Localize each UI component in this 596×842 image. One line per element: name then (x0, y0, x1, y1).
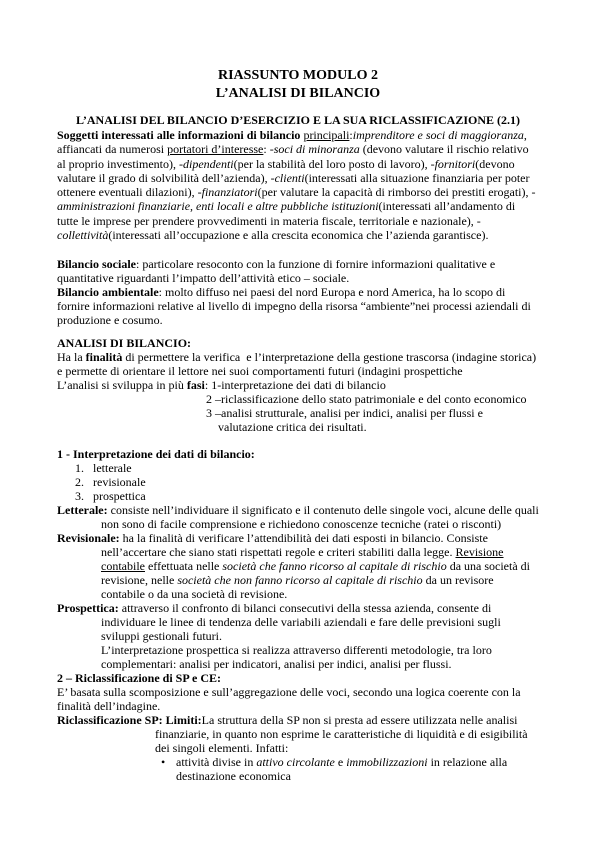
paragraph-line (57, 185, 577, 199)
paragraph-line (57, 313, 577, 327)
text-run: e permette di orientare il lettore nei suoi comportamenti futuri (indagini prospettiche (57, 364, 463, 378)
text-run: La struttura della SP non si presta ad essere utilizzata nelle analisi (201, 713, 518, 727)
text-run: attraverso il confronto di bilanci consecutivi della stessa azienda, consente di (118, 601, 492, 615)
list-item (57, 489, 577, 503)
italic-text: attivo circolante (256, 755, 335, 769)
text-run: : (349, 128, 353, 142)
underlined-term: contabile (101, 559, 145, 573)
list-number: 1. (75, 461, 84, 475)
paragraph-line (57, 350, 577, 364)
paragraph-bilanci (57, 257, 577, 327)
paragraph-line (57, 285, 577, 299)
list-item (57, 475, 577, 489)
text-run: valutazione critica dei risultati. (218, 420, 367, 434)
bold-term: fasi (186, 378, 205, 392)
text-run: 1 - Interpretazione dei dati di bilancio: (57, 447, 255, 461)
paragraph-line (57, 171, 577, 185)
text-run: finalità dell’indagine. (57, 699, 161, 713)
paragraph-line (57, 364, 577, 378)
text-run: effettuata nelle (144, 559, 223, 573)
text-run: E’ basata sulla scomposizione e sull’aggregazione delle voci, secondo una logica coerente con la (57, 685, 521, 699)
text-run: contabile o da una società di revisione. (101, 587, 288, 601)
paragraph-line (57, 503, 577, 517)
text-run: (devono (475, 156, 515, 171)
paragraph-line (57, 573, 577, 587)
text-run: complementari: analisi per indicatori, analisi per indici, analisi per flussi. (101, 657, 452, 671)
underlined-term: Revisione (455, 545, 504, 559)
bullet-item (57, 755, 577, 769)
section-heading: L’ANALISI DEL BILANCIO D’ESERCIZIO E LA SUA RICLASSIFICAZIONE (2.1) (75, 113, 520, 127)
list-number: 3. (75, 489, 84, 503)
phase-line (57, 392, 577, 406)
text-run: tutte le imprese per prendere provvedimenti in materia fiscale, territoriale e nazionale), - (57, 213, 481, 228)
text-run: al proprio investimento), (57, 156, 179, 171)
paragraph-line (57, 587, 577, 601)
text-run: : molto diffuso nei paesi del nord Europa e nord America, ha lo scopo di (158, 285, 506, 299)
document-subtitle: L’ANALISI DI BILANCIO (215, 86, 381, 101)
text-run: dei singoli elementi. Infatti: (155, 741, 289, 755)
italic-text: -clienti (270, 170, 305, 185)
paragraph-line (57, 629, 577, 643)
paragraph-line (57, 657, 577, 671)
text-run: in relazione alla (427, 755, 508, 769)
section-riclassificazione (57, 671, 577, 783)
italic-text: -finanziatori (197, 185, 258, 200)
paragraph-line (57, 615, 577, 629)
text-run: affiancati da numerosi (57, 142, 168, 157)
text-run: sviluppi gestionali futuri. (101, 629, 222, 643)
paragraph-line (57, 299, 577, 313)
text-run: L’analisi si sviluppa in più (57, 378, 187, 392)
text-run: destinazione economica (176, 769, 291, 783)
bullet-marker: • (161, 755, 166, 769)
italic-text: società che fanno ricorso al capitale di rischio (222, 559, 447, 573)
text-run: e (334, 755, 347, 769)
text-run: 2 – Riclassificazione di SP e CE: (57, 671, 221, 685)
paragraph-line (57, 228, 577, 242)
paragraph-soggetti (57, 128, 577, 242)
text-run: produzione e cosumo. (57, 313, 163, 327)
paragraph-analisi (57, 336, 577, 434)
paragraph-line (57, 199, 577, 213)
paragraph-line (57, 257, 577, 271)
paragraph-line (57, 643, 577, 657)
numbered-list (57, 461, 577, 503)
text-run: L’interpretazione prospettica si realizza attraverso differenti metodologie, tra loro (101, 643, 492, 657)
text-run: valutare il grado di solvibilità dell’azienda), (57, 170, 271, 185)
paragraph-line (57, 741, 577, 755)
paragraph-line (57, 157, 577, 171)
paragraph-line (57, 378, 577, 392)
subsection-heading (57, 336, 577, 350)
text-run: (interessati all’andamento di (378, 199, 516, 214)
paragraph-line (57, 517, 577, 531)
text-run: , (523, 128, 527, 142)
bullet-continuation (57, 769, 577, 783)
list-item (57, 461, 577, 475)
bold-term: Bilancio sociale (57, 257, 136, 271)
bold-term: Soggetti interessati alle informazioni di bilancio (57, 128, 301, 142)
text-run: (per valutare la capacità di rimborso dei prestiti erogati), - (257, 185, 536, 200)
italic-text: società che non fanno ricorso al capitale di rischio (177, 573, 423, 587)
list-label: revisionale (93, 475, 146, 489)
text-run: ottenere eventuali dilazioni), (57, 185, 198, 200)
paragraph-line (57, 271, 577, 285)
text-run: : (263, 142, 270, 157)
bold-term: Bilancio ambientale (57, 285, 159, 299)
text-run: Ha la (57, 350, 86, 364)
paragraph-line (57, 713, 577, 727)
text-run: non sono di facile comprensione e richiedono conoscenze tecniche (ratei o risconti) (101, 517, 502, 531)
text-run: (devono valutare il rischio relativo (359, 142, 529, 157)
list-number: 2. (75, 475, 84, 489)
underlined-term: principali (303, 128, 350, 142)
definition-letterale (57, 503, 577, 531)
document-title: RIASSUNTO MODULO 2 (218, 68, 378, 83)
phase-line (57, 406, 577, 420)
italic-text: -soci di minoranza (269, 142, 360, 157)
text-run: (interessati all’occupazione e alla crescita economica che l’azienda garantisce). (108, 228, 489, 243)
text-run: 3 –analisi strutturale, analisi per indici, analisi per flussi e (206, 406, 483, 420)
text-run: 2 –riclassificazione dello stato patrimoniale e del conto economico (206, 392, 527, 406)
subsection-heading (57, 447, 577, 461)
text-run: consiste nell’individuare il significato e il contenuto delle singole voci, alcune delle quali (107, 503, 539, 517)
paragraph-line (57, 685, 577, 699)
phase-line (57, 420, 577, 434)
paragraph-line (57, 214, 577, 228)
text-run: individuare le linee di tendenza delle variabili aziendali e fare delle previsioni sugli (101, 615, 501, 629)
underlined-term: portatori d’interesse (167, 142, 264, 157)
italic-text: -fornitori (430, 156, 476, 171)
paragraph-line (57, 531, 577, 545)
italic-text: immobilizzazioni (346, 755, 428, 769)
list-label: letterale (93, 461, 132, 475)
paragraph-line (57, 128, 577, 142)
text-run: (interessati alla situazione finanziaria per poter (304, 170, 530, 185)
paragraph-line (57, 601, 577, 615)
definition-revisionale (57, 531, 577, 601)
bold-term: Riclassificazione SP: Limiti: (57, 713, 202, 727)
subsection-heading (57, 671, 577, 685)
text-run: : particolare resoconto con la funzione di fornire informazioni qualitative e (136, 257, 496, 271)
paragraph-line (57, 545, 577, 559)
bold-term: Prospettica: (57, 601, 119, 615)
bold-term: finalità (85, 350, 123, 364)
paragraph-line (57, 727, 577, 741)
bold-term: Letterale: (57, 503, 108, 517)
bold-term: Revisionale: (57, 531, 120, 545)
text-run: di permettere la verifica e l’interpretazione della gestione trascorsa (indagine storica) (122, 350, 537, 364)
text-run: quantitative riguardanti l’impatto dell’attività etico – sociale. (57, 271, 350, 285)
italic-text: imprenditore e soci di maggioranza (352, 128, 524, 142)
text-run: : 1-interpretazione dei dati di bilancio (204, 378, 386, 392)
text-run: ANALISI DI BILANCIO: (57, 336, 192, 350)
text-run: attività divise in (176, 755, 257, 769)
text-run: nell’accertare che siano stati rispettati regole e criteri stabiliti dalla legge. (101, 545, 456, 559)
text-run: da un revisore (422, 573, 494, 587)
italic-text: collettività (57, 228, 109, 243)
text-run: (per la stabilità del loro posto di lavoro), (233, 156, 431, 171)
paragraph-line (57, 559, 577, 573)
text-run: ha la finalità di verificare l’attendibilità dei dati esposti in bilancio. Consiste (119, 531, 488, 545)
list-label: prospettica (93, 489, 146, 503)
text-run: finanziarie, in quanto non esprime le caratteristiche di liquidità e di esigibilità (155, 727, 528, 741)
italic-text: amministrazioni finanziarie, enti locali e altre pubbliche istituzioni (57, 199, 379, 214)
text-run: revisione, nelle (101, 573, 178, 587)
text-run: fornire informazioni relative al livello di impegno della risorsa “ambiente”nei processi aziendali di (57, 299, 531, 313)
paragraph-line (57, 142, 577, 156)
paragraph-interpretazione (57, 447, 577, 783)
paragraph-line (57, 699, 577, 713)
text-run: da una società di (446, 559, 531, 573)
definition-prospettica (57, 601, 577, 671)
italic-text: -dipendenti (178, 156, 234, 171)
